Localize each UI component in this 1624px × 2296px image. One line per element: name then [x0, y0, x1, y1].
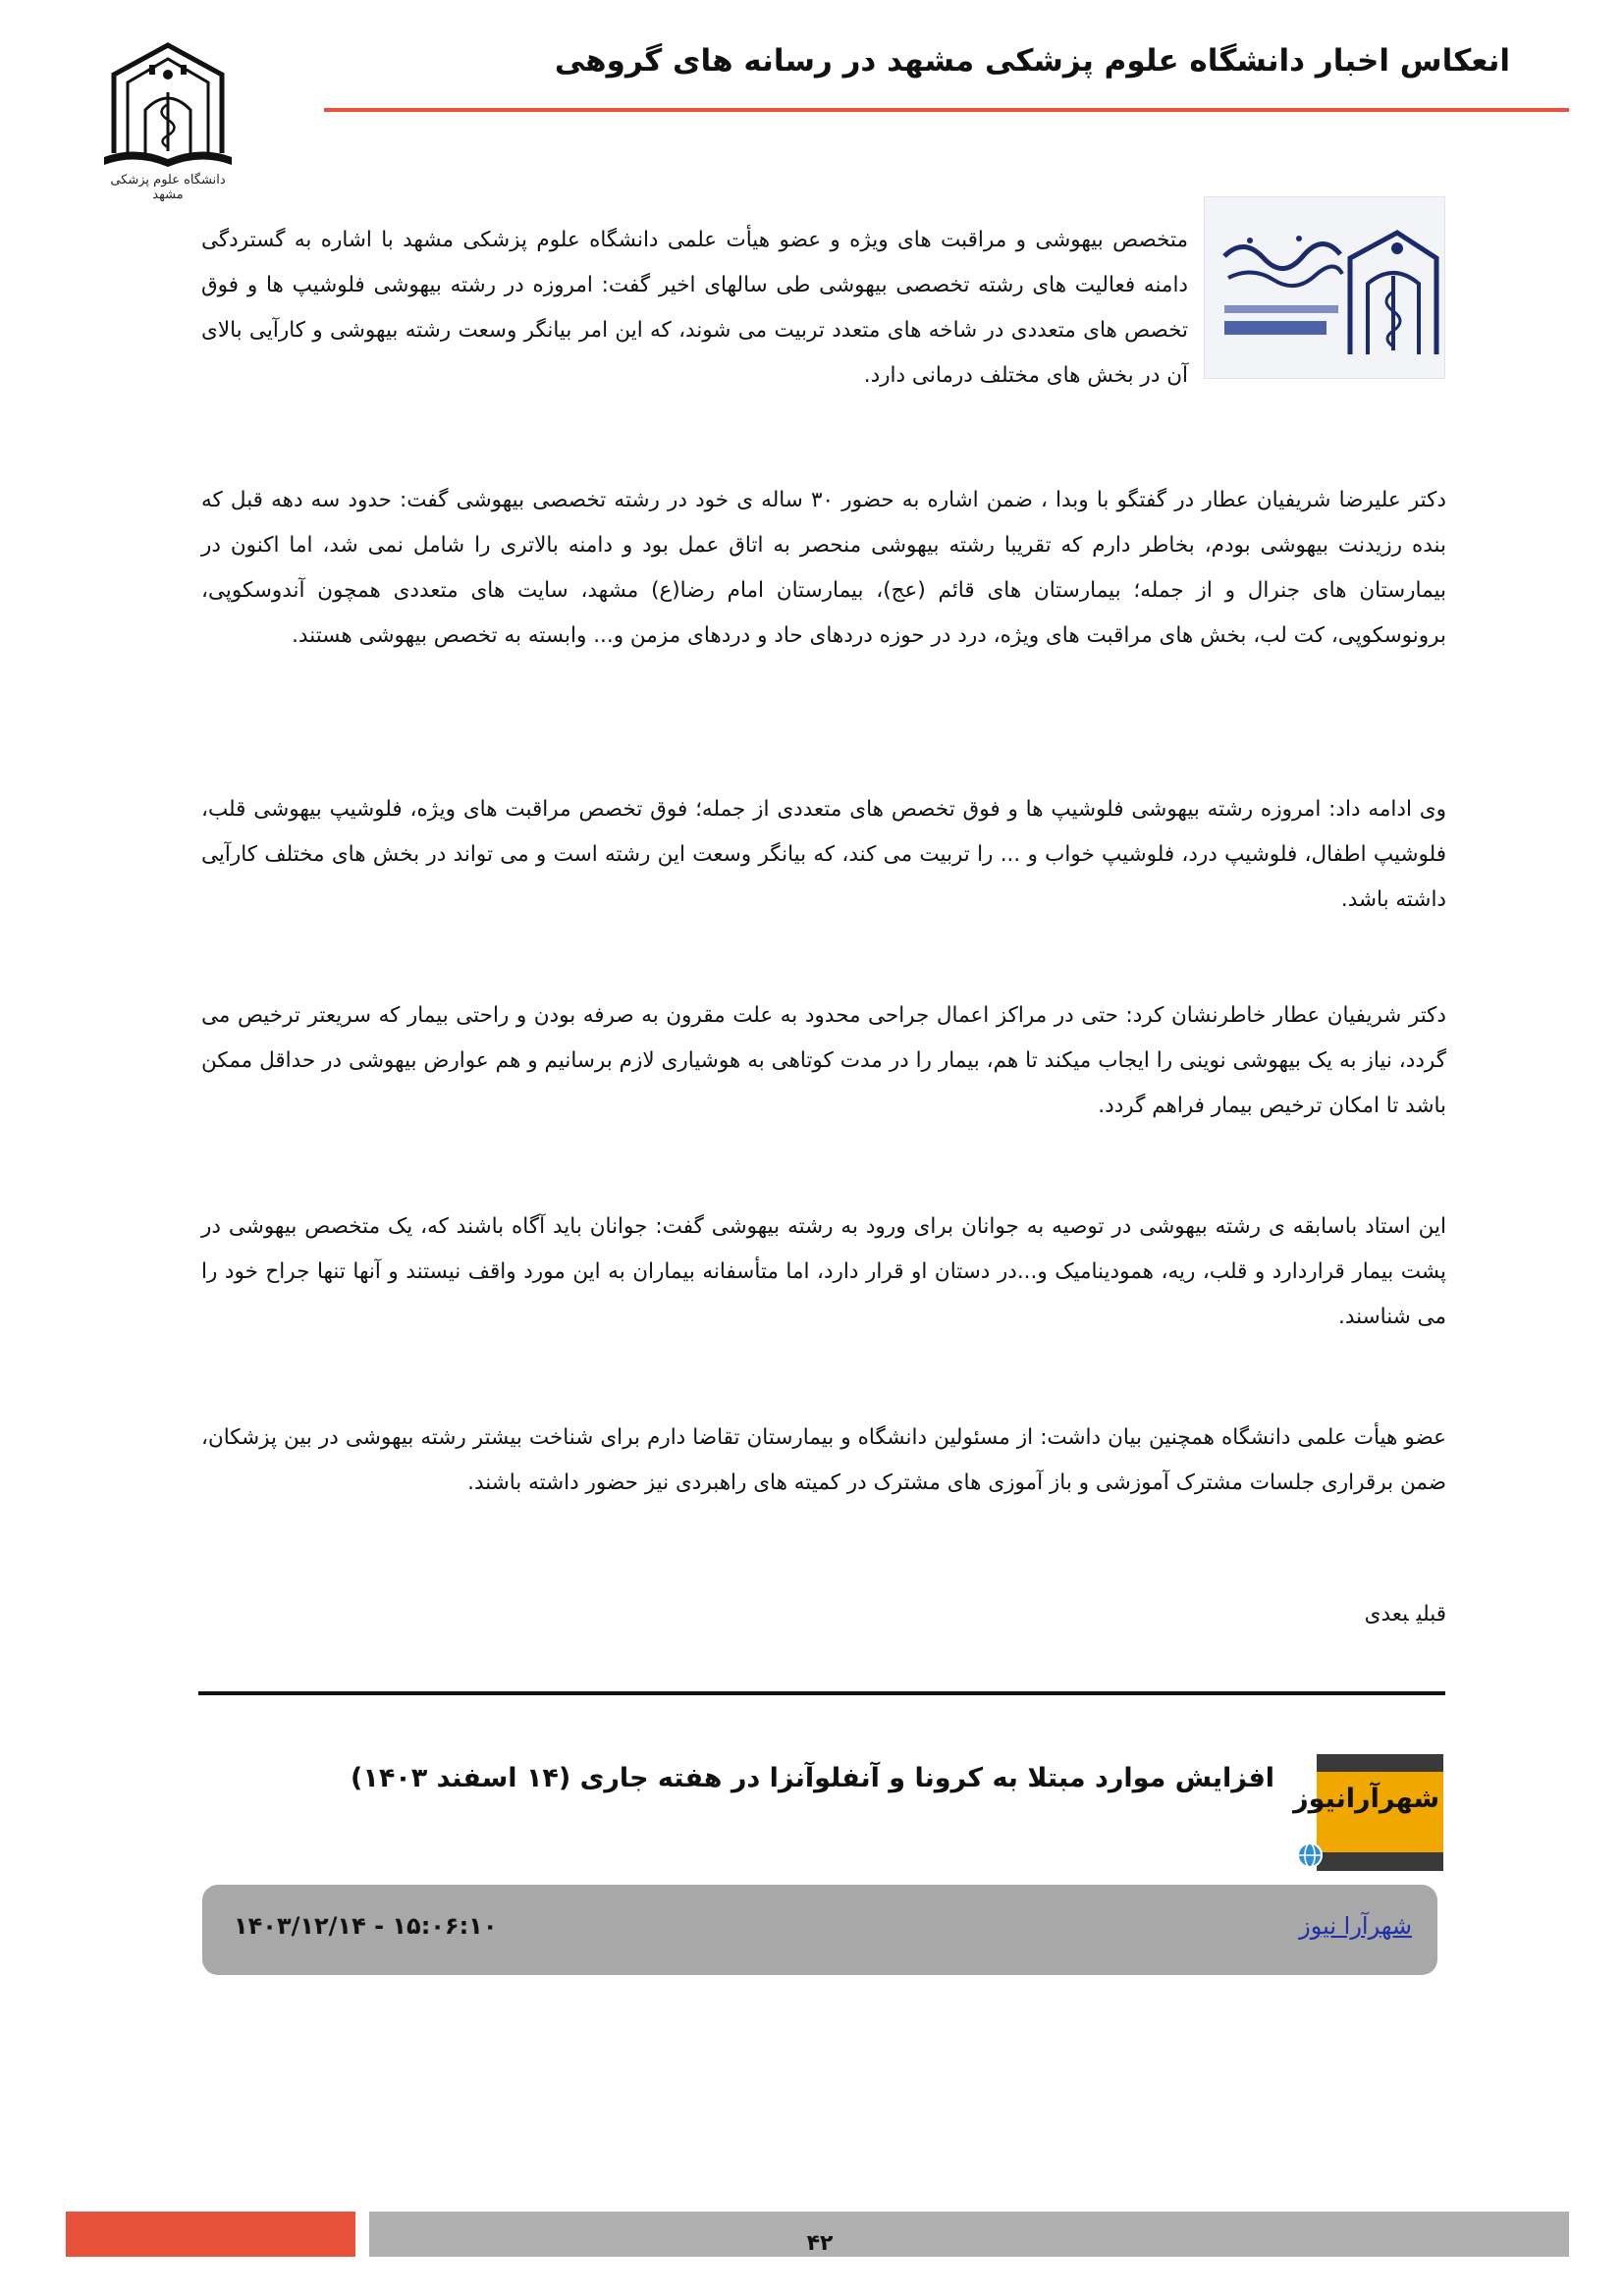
news-source-link[interactable]: شهرآرا نیوز	[1299, 1912, 1412, 1940]
logo-caption: دانشگاه علوم پزشکی مشهد	[110, 173, 226, 202]
article-paragraph-1: متخصص بیهوشی و مراقبت های ویژه و عضو هیأت علمی دانشگاه علوم پزشکی مشهد با اشاره به گستردگی دامنه فعالیت های رشته تخصصی بیهوشی طی سالهای اخیر گفت: امروزه در رشته بیهوشی فلوشیپ ها و فوق تخصص های متعددی در شاخه های متعدد تربیت می شوند، که این امر بیانگر وسعت رشته بیهوشی و کارآیی بالای آن در بخش های مختلف درمانی دارد.	[201, 227, 1188, 388]
footer-bar	[369, 2212, 1569, 2257]
article-paragraph-4: دکتر شریفیان عطار خاطرنشان کرد: حتی در مراکز اعمال جراحی محدود به علت مقرون به صرفه بودن و راحتی بیمار که سریعتر ترخیص می گردد، نیاز به یک بیهوشی نوینی را ایجاب میکند تا هم، بیمار را در مدت کوتاهی به هوشیاری لازم برسانیم و هم عوارض بیهوشی در حداقل ممکن باشد تا امکان ترخیص بیمار فراهم گردد.	[201, 1002, 1446, 1118]
previous-link[interactable]: قبلی	[1416, 1602, 1446, 1627]
document-title: انعکاس اخبار دانشگاه علوم پزشکی مشهد در رسانه های گروهی	[554, 43, 1510, 79]
article-image	[1204, 196, 1445, 379]
article-paragraph-2: دکتر علیرضا شریفیان عطار در گفتگو با وبدا ، ضمن اشاره به حضور ۳۰ ساله ی خود در رشته تخصصی بیهوشی گفت: حدود سه دهه قبل که بنده رزیدنت بیهوشی بودم، بخاطر دارم که تقریبا رشته بیهوشی منحصر به اتاق عمل بود و دامنه بالاتری را شامل نمی شد، اما اکنون در بیمارستان های جنرال و از جمله؛ بیمارستان های قائم (عج)، بیمارستان امام رضا(ع) مشهد، سایت های متعددی همچون آندوسکوپی، برونوسکوپی، کت لب، بخش های مراقبت های ویژه، درد در حوزه دردهای حاد و دردهای مزمن و... وابسته به تخصص بیهوشی هستند.	[201, 487, 1446, 648]
header-divider	[324, 108, 1569, 112]
article-paragraph-5: این استاد باسابقه ی رشته بیهوشی در توصیه به جوانان برای ورود به رشته بیهوشی گفت: جوانان باید آگاه باشند که، یک متخصص بیهوشی در پشت بیمار قراردارد و قلب، ریه، همودینامیک و...در دستان او قرار دارد، اما متأسفانه بیماران به این مورد واقف نیستند و آنها تنها جراح خود را می شناسند.	[201, 1213, 1446, 1329]
globe-icon	[1296, 1842, 1324, 1869]
university-logo	[94, 35, 242, 202]
university-emblem-icon	[94, 35, 242, 173]
thumbnail-label: شهرآرانیوز	[1293, 1784, 1439, 1814]
article-paragraph-3: وی ادامه داد: امروزه رشته بیهوشی فلوشیپ ها و فوق تخصص های متعددی از جمله؛ فوق تخصص مراقبت های ویژه، فلوشیپ بیهوشی قلب، فلوشیپ اطفال، فلوشیپ درد، فلوشیپ خواب و ... را تربیت می کند، که بیانگر وسعت این رشته است و می تواند در بخش های مختلف کارآیی داشته باشد.	[201, 796, 1446, 912]
page-number: ۴۲	[806, 2231, 834, 2256]
news-thumbnail[interactable]	[1293, 1754, 1443, 1871]
article-navigation	[1357, 1602, 1446, 1627]
news-headline[interactable]: افزایش موارد مبتلا به کرونا و آنفلوآنزا در هفته جاری (۱۴ اسفند ۱۴۰۳)	[351, 1763, 1274, 1793]
next-link[interactable]: بعدی	[1364, 1602, 1409, 1627]
mums-logo-icon	[1205, 197, 1444, 378]
news-datetime: ۱۴۰۳/۱۲/۱۴ - ۱۵:۰۶:۱۰	[234, 1912, 498, 1940]
footer-accent-bar	[66, 2212, 355, 2257]
section-divider	[198, 1691, 1445, 1695]
article-paragraph-6: عضو هیأت علمی دانشگاه همچنین بیان داشت: از مسئولین دانشگاه و بیمارستان تقاضا دارم برای شناخت بیشتر رشته بیهوشی در بین پزشکان، ضمن برقراری جلسات مشترک آموزشی و باز آموزی های مشترک در کمیته های راهبردی نیز حضور داشته باشند.	[201, 1424, 1446, 1495]
